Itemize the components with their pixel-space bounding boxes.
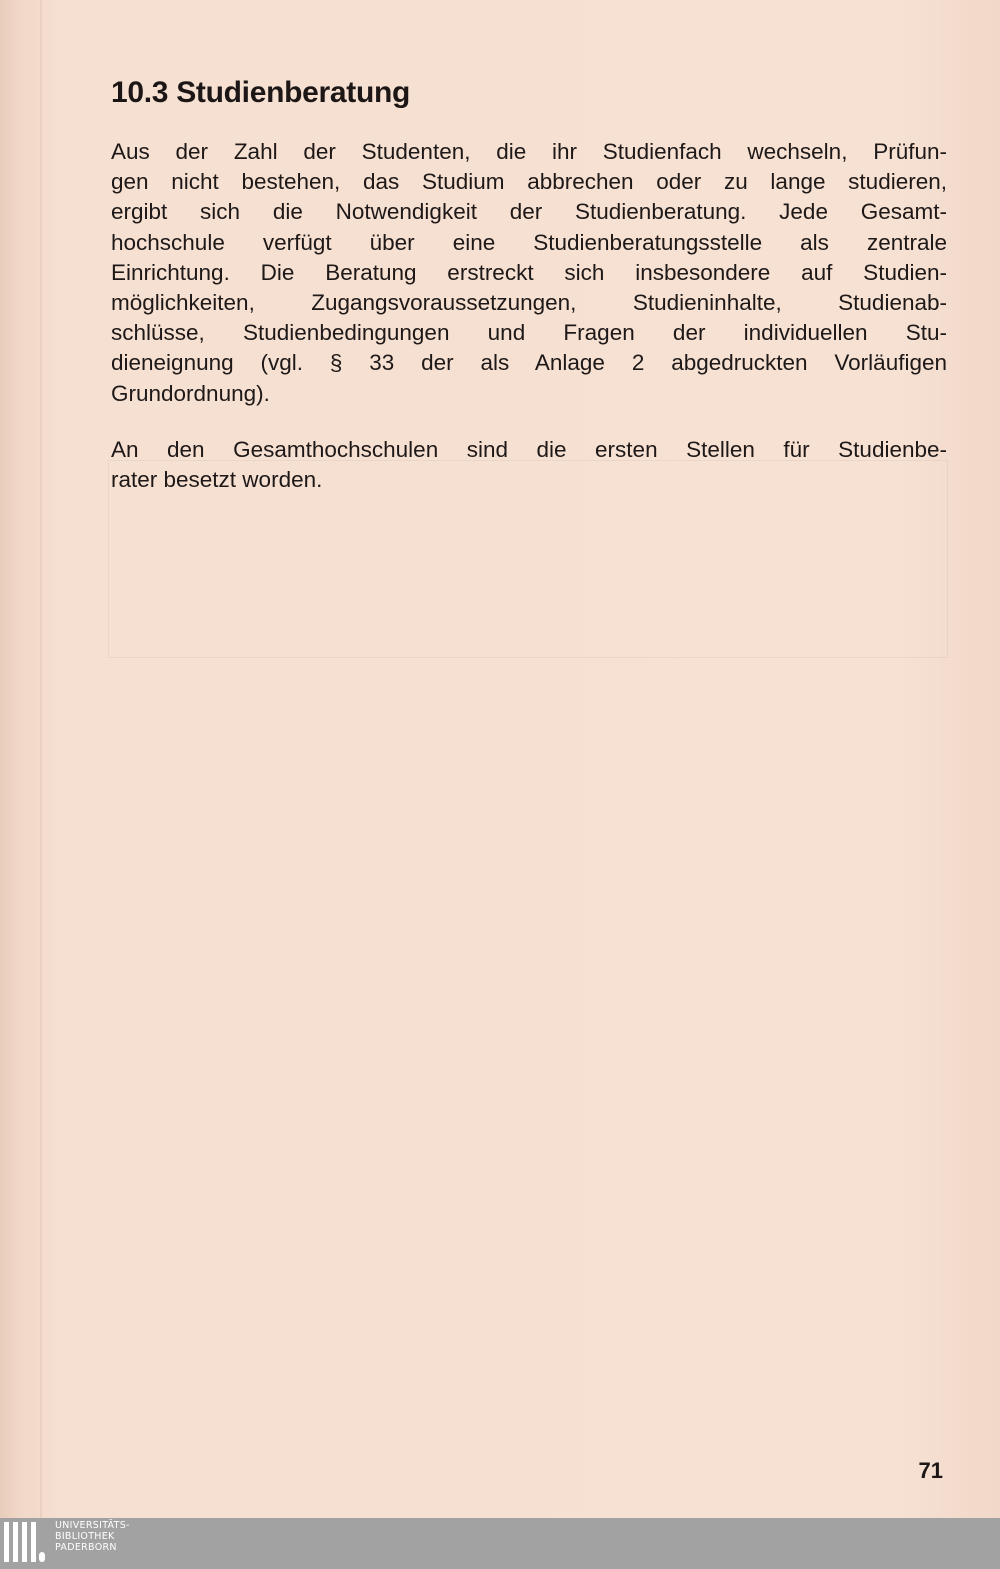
library-name xyxy=(55,1520,130,1553)
paragraph-2-line: An den Gesamthochschulen sind die ersten Stellen für Studienbe- xyxy=(111,437,947,462)
library-name-line: UNIVERSITÄTS- xyxy=(55,1520,130,1531)
paragraph-1-line: ergibt sich die Notwendigkeit der Studienberatung. Jede Gesamt- xyxy=(111,199,947,225)
library-footer-bar xyxy=(0,1518,1000,1569)
section-heading: 10.3 Studienberatung xyxy=(111,76,411,109)
library-name-line: BIBLIOTHEK xyxy=(55,1531,115,1542)
paragraph-2 xyxy=(111,435,947,495)
library-name-line: PADERBORN xyxy=(55,1542,117,1553)
library-logo-icon xyxy=(2,1520,50,1567)
paragraph-1-line: hochschule verfügt über eine Studienberatungsstelle als zentrale xyxy=(111,229,947,255)
paragraph-1-line: Grundordnung). xyxy=(111,380,270,406)
paragraph-1-line: Aus der Zahl der Studenten, die ihr Studienfach wechseln, Prüfun- xyxy=(111,139,947,164)
paragraph-1-line: schlüsse, Studienbedingungen und Fragen der individuellen Stu- xyxy=(111,320,947,346)
paragraph-1-line: gen nicht bestehen, das Studium abbrechen oder zu lange studieren, xyxy=(111,169,947,195)
paragraph-1-line: möglichkeiten, Zugangsvoraussetzungen, Studieninhalte, Studienab- xyxy=(111,290,947,316)
page-spine-shadow xyxy=(40,0,42,1518)
paragraph-2-line: rater besetzt worden. xyxy=(111,467,323,493)
paragraph-1-line: Einrichtung. Die Beratung erstreckt sich insbesondere auf Studien- xyxy=(111,259,947,285)
page-number: 71 xyxy=(918,1458,943,1483)
paragraph-1-line: dieneignung (vgl. § 33 der als Anlage 2 abgedruckten Vorläufigen xyxy=(111,350,947,376)
paragraph-1 xyxy=(111,137,947,409)
